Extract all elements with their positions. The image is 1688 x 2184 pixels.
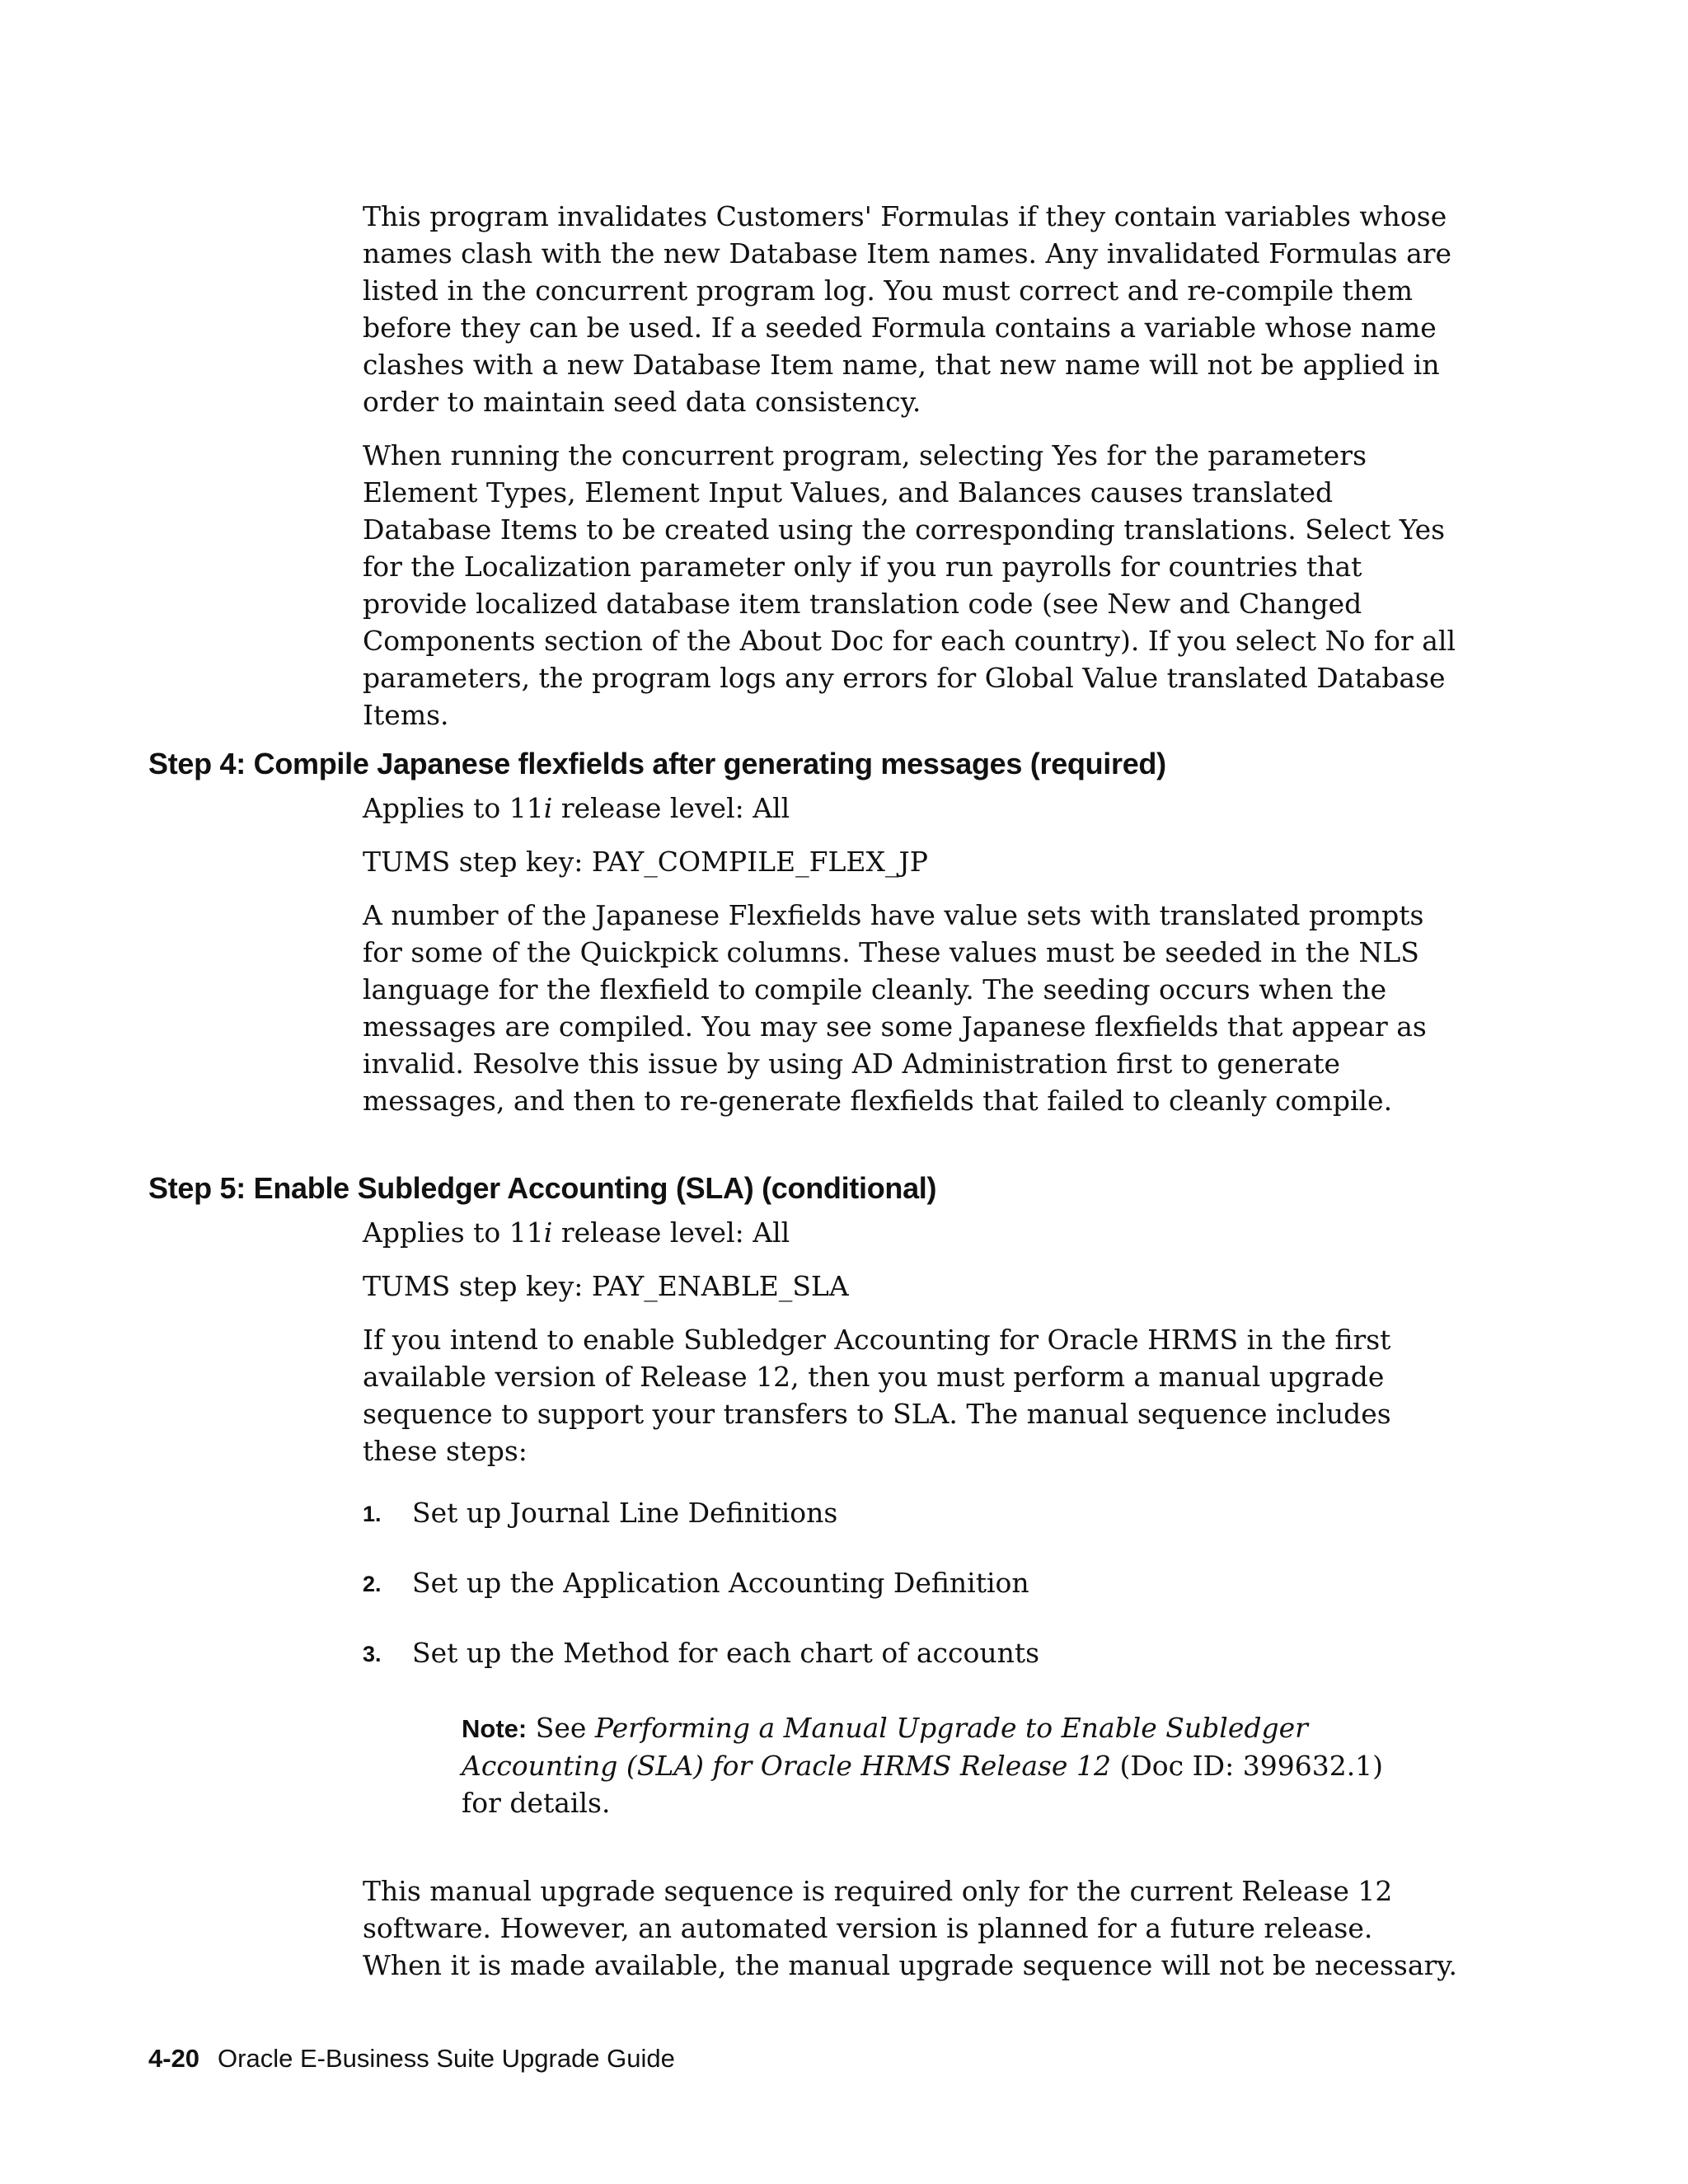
- page-footer: [148, 2042, 675, 2075]
- step4-tums-key: TUMS step key: PAY_COMPILE_FLEX_JP: [363, 846, 928, 878]
- step4-section: [363, 790, 1459, 1136]
- intro-section: [363, 198, 1459, 750]
- list-item: [363, 1634, 1459, 1671]
- step4-applies: Applies to 11i release level: All: [363, 792, 790, 824]
- step5-note: Note: See Performing a Manual Upgrade to Enable Subledger Accounting (SLA) for Oracle HRMS Release 12 (Doc ID: 399632.1) for details.: [462, 1712, 1384, 1819]
- step5-closing: This manual upgrade sequence is required only for the current Release 12 software. However, an automated version is planned for a future release. When it is made available, the manual upgrade sequence will not be necessary.: [363, 1875, 1458, 1981]
- list-item-number: 3.: [363, 1642, 382, 1666]
- list-item-number: 1.: [363, 1502, 382, 1526]
- step5-section: [363, 1214, 1459, 2000]
- step5-heading: Step 5: Enable Subledger Accounting (SLA) (conditional): [148, 1171, 937, 1205]
- step5-body: If you intend to enable Subledger Accounting for Oracle HRMS in the first available version of Release 12, then you must perform a manual upgrade sequence to support your transfers to SLA. The manual sequence includes these steps:: [363, 1324, 1391, 1467]
- footer-page-number: 4-20: [148, 2044, 200, 2073]
- step4-body: A number of the Japanese Flexfields have value sets with translated prompts for some of the Quickpick columns. These values must be seeded in the NLS language for the flexfield to compile cleanly. The seeding occurs when the messages are compiled. You may see some Japanese flexfields that appear as invalid. Resolve this issue by using AD Administration first to generate messages, and then to re-generate flexfields that failed to cleanly compile.: [363, 899, 1427, 1117]
- step5-tums-key: TUMS step key: PAY_ENABLE_SLA: [363, 1270, 849, 1302]
- footer-title: Oracle E-Business Suite Upgrade Guide: [218, 2044, 675, 2073]
- list-item-number: 2.: [363, 1572, 382, 1596]
- step5-steps-list: [363, 1494, 1459, 1671]
- step4-heading: Step 4: Compile Japanese flexfields after generating messages (required): [148, 747, 1166, 780]
- intro-paragraph-2: When running the concurrent program, selecting Yes for the parameters Element Types, Element Input Values, and Balances causes translated Database Items to be created using the corresponding translations. Select Yes for the Localization parameter only if you run payrolls for countries that provide localized database item translation code (see New and Changed Components section of the About Doc for each country). If you select No for all parameters, the program logs any errors for Global Value translated Database Items.: [363, 439, 1456, 731]
- list-item: [363, 1494, 1459, 1531]
- list-item-text: Set up the Method for each chart of accounts: [412, 1637, 1040, 1669]
- list-item-text: Set up Journal Line Definitions: [412, 1497, 838, 1529]
- intro-paragraph-1: This program invalidates Customers' Formulas if they contain variables whose names clash with the new Database Item names. Any invalidated Formulas are listed in the concurrent program log. You must correct and re-compile them before they can be used. If a seeded Formula contains a variable whose name clashes with a new Database Item name, that new name will not be applied in order to maintain seed data consistency.: [363, 200, 1452, 418]
- list-item-text: Set up the Application Accounting Definition: [412, 1567, 1029, 1599]
- list-item: [363, 1564, 1459, 1601]
- note-label: Note:: [462, 1714, 528, 1743]
- note-doc-title: Performing a Manual Upgrade to Enable Subledger Accounting (SLA) for Oracle HRMS Release 12: [462, 1712, 1308, 1782]
- step5-applies: Applies to 11i release level: All: [363, 1216, 790, 1249]
